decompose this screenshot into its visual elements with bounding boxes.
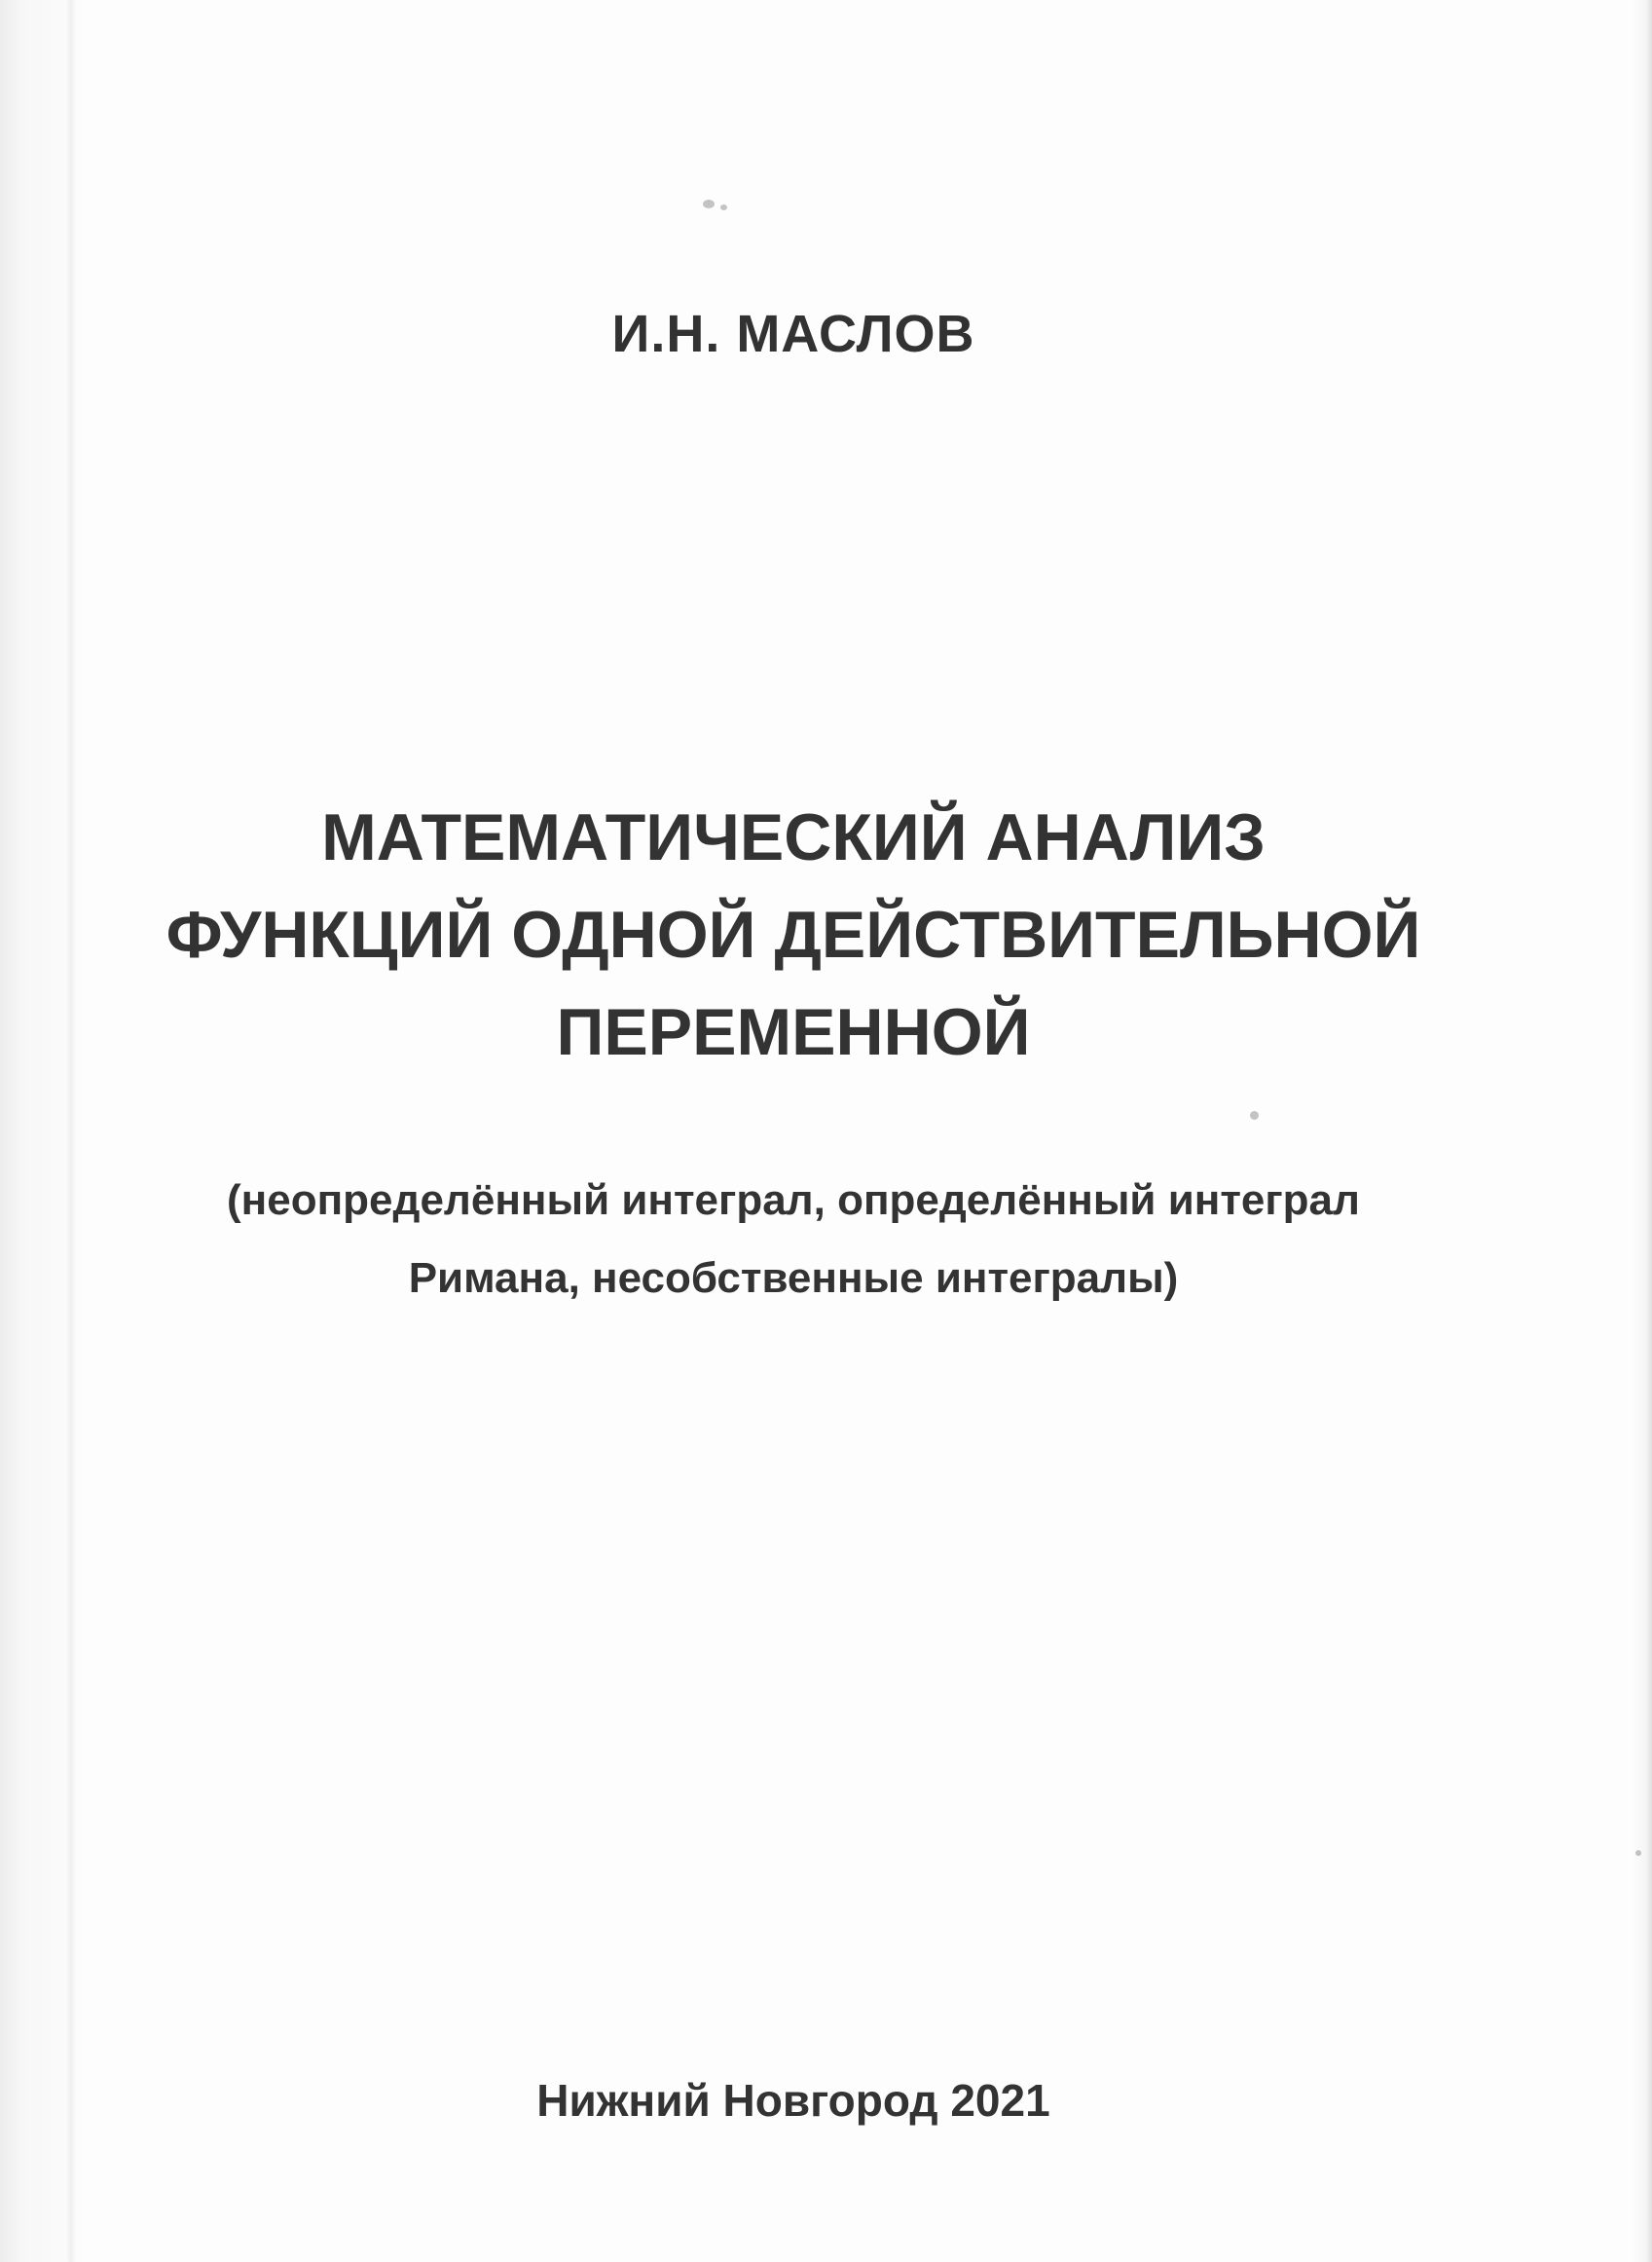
book-title	[78, 789, 1509, 1081]
title-line: ПЕРЕМЕННОЙ	[556, 995, 1031, 1069]
speck	[1635, 1850, 1641, 1856]
publication-imprint: Нижний Новгород 2021	[536, 2075, 1050, 2126]
book-subtitle	[78, 1162, 1509, 1317]
speck	[703, 200, 715, 208]
speck	[720, 204, 727, 210]
author-name: И.Н. МАСЛОВ	[611, 305, 975, 363]
subtitle-line: (неопределённый интеграл, определённый интеграл	[227, 1176, 1360, 1224]
title-line: ФУНКЦИЙ ОДНОЙ ДЕЙСТВИТЕЛЬНОЙ	[165, 898, 1421, 972]
speck	[1250, 1111, 1259, 1120]
title-line: МАТЕМАТИЧЕСКИЙ АНАЛИЗ	[321, 800, 1266, 874]
cover-edge	[1646, 0, 1652, 2262]
subtitle-line: Римана, несобственные интегралы)	[408, 1254, 1179, 1302]
